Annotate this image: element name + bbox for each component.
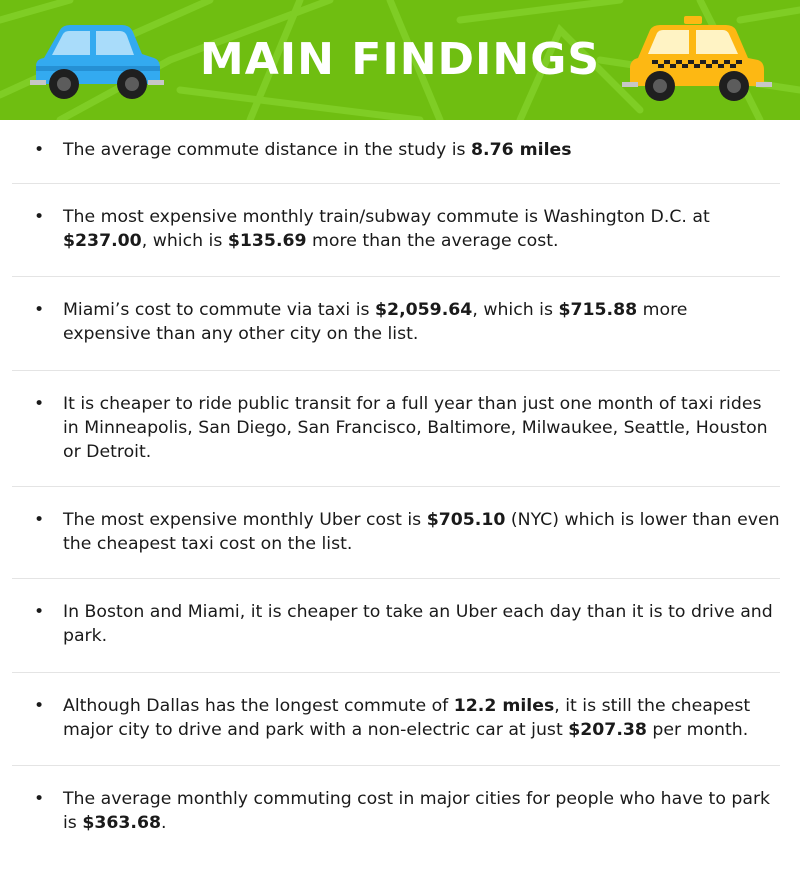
finding-item: • The most expensive monthly Uber cost is $705.10 (NYC) which is lower than even the cheapest taxi cost on the list. [12, 487, 780, 579]
finding-item: • Although Dallas has the longest commute of 12.2 miles, it is still the cheapest major city to drive and park with a non-electric car at just $207.38 per month. [12, 673, 780, 766]
taxi-cab-icon [622, 16, 772, 104]
finding-item: • The average commute distance in the study is 8.76 miles [12, 120, 780, 184]
finding-item: • The most expensive monthly train/subway commute is Washington D.C. at $237.00, which is $135.69 more than the average cost. [12, 184, 780, 277]
bullet-icon: • [34, 510, 45, 530]
bullet-icon: • [34, 789, 45, 809]
finding-item: • In Boston and Miami, it is cheaper to take an Uber each day than it is to drive and park. [12, 579, 780, 673]
header-banner [0, 0, 800, 120]
finding-item: • The average monthly commuting cost in major cities for people who have to park is $363.68. [34, 789, 771, 833]
bullet-icon: • [34, 394, 45, 414]
bullet-icon: • [34, 207, 45, 227]
bullet-icon: • [34, 602, 45, 622]
page-title: MAIN FINDINGS [199, 34, 601, 85]
finding-item: • It is cheaper to ride public transit for a full year than just one month of taxi rides in Minneapolis, San Diego, San Francisco, Baltimore, Milwaukee, Seattle, Houston or Detroit. [12, 371, 780, 487]
finding-item: • Miami’s cost to commute via taxi is $2,059.64, which is $715.88 more expensive than any other city on the list. [12, 277, 780, 371]
findings-list [0, 120, 800, 845]
bullet-icon: • [34, 140, 45, 160]
bullet-icon: • [34, 696, 45, 716]
bullet-icon: • [34, 300, 45, 320]
